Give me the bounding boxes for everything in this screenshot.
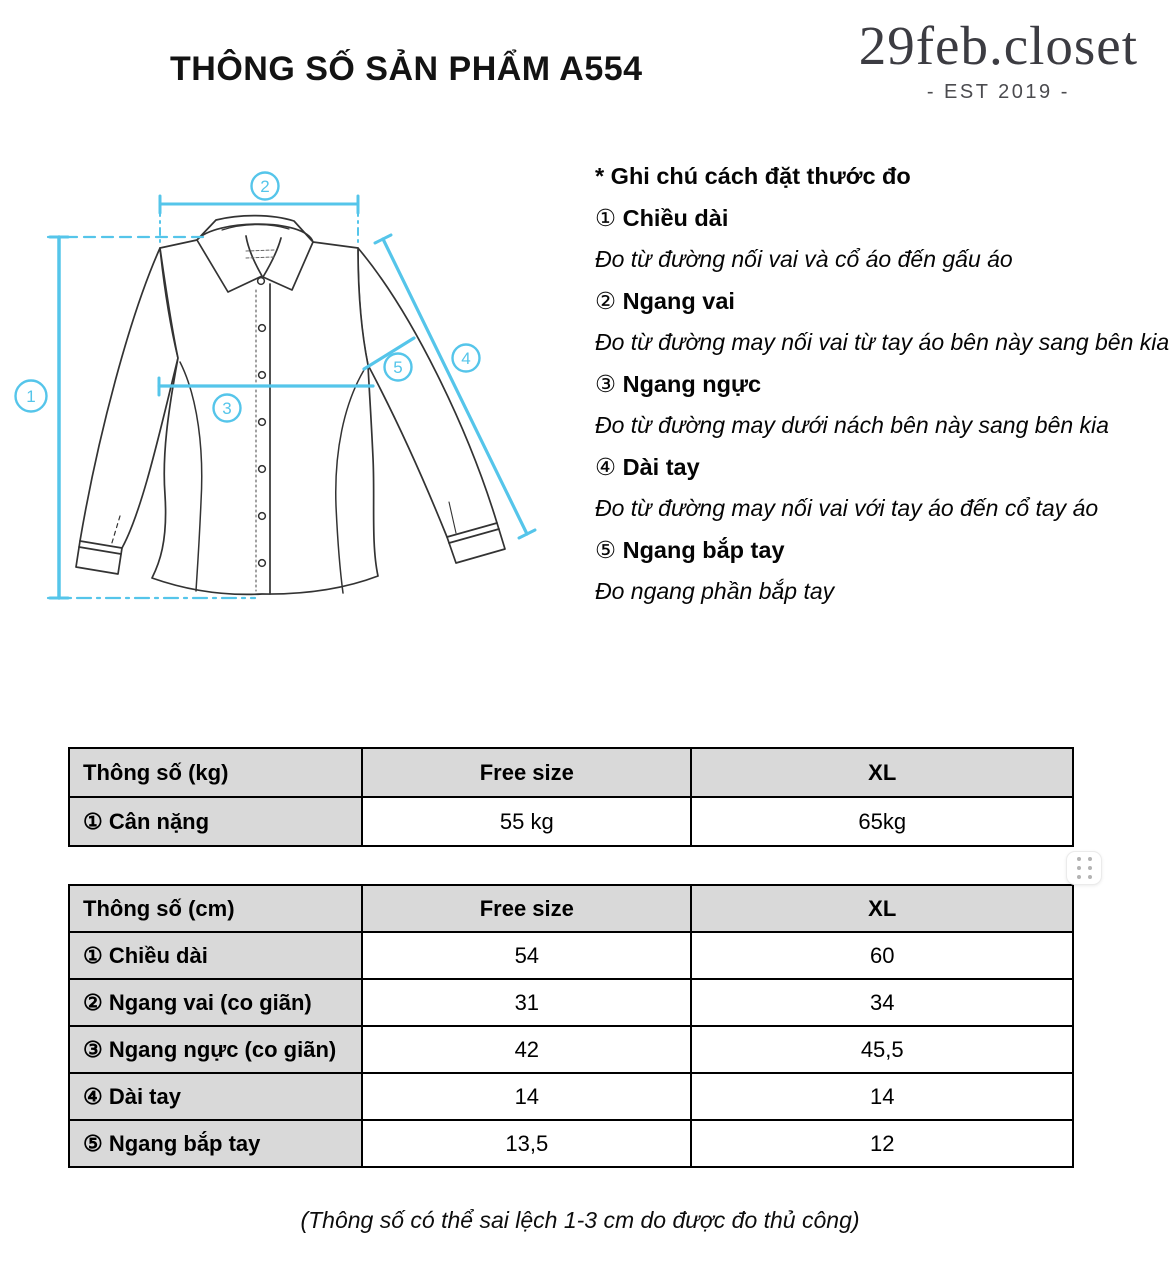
note-number: ①: [595, 204, 617, 231]
row-label: ⑤ Ngang bắp tay: [69, 1120, 362, 1167]
note-desc: Đo từ đường may nối vai từ tay áo bên này sang bên kia: [595, 329, 1170, 355]
cell-value: 55 kg: [362, 797, 691, 846]
marker-2: 2: [260, 177, 270, 196]
cell-value: 65kg: [691, 797, 1073, 846]
table-row: [69, 1073, 1073, 1120]
cell-value: 12: [691, 1120, 1073, 1167]
brand-name: 29feb.closet: [858, 15, 1138, 76]
table-row: [69, 979, 1073, 1026]
brand-logo: [859, 14, 1138, 104]
note-name: Ngang ngực: [622, 370, 762, 397]
marker-1: 1: [26, 387, 36, 406]
cell-value: 45,5: [691, 1026, 1073, 1073]
spec-table-kg: [68, 747, 1074, 847]
cell-value: 54: [362, 932, 691, 979]
note-name: Chiều dài: [622, 204, 729, 231]
note-label: [595, 530, 1172, 572]
row-label: ④ Dài tay: [69, 1073, 362, 1120]
column-header: Free size: [362, 748, 691, 797]
column-header: Thông số (kg): [69, 748, 362, 797]
note-label: [595, 447, 1172, 489]
note-name: Dài tay: [622, 453, 700, 480]
column-header: Thông số (cm): [69, 885, 362, 932]
table-row: [69, 1026, 1073, 1073]
marker-5: 5: [393, 358, 403, 377]
cell-value: 14: [362, 1073, 691, 1120]
note-label: [595, 364, 1172, 406]
note-number: ④: [595, 453, 617, 480]
table-row: [69, 1120, 1073, 1167]
cell-value: 34: [691, 979, 1073, 1026]
note-number: ②: [595, 287, 617, 314]
drag-handle-button[interactable]: [1066, 851, 1102, 885]
column-header: XL: [691, 885, 1073, 932]
notes-heading: * Ghi chú cách đặt thước đo: [595, 163, 911, 189]
marker-3: 3: [222, 399, 232, 418]
note-desc: Đo từ đường nối vai và cổ áo đến gấu áo: [595, 246, 1013, 272]
row-label: ① Cân nặng: [69, 797, 362, 846]
table-header-row: [69, 748, 1073, 797]
row-label: ② Ngang vai (co giãn): [69, 979, 362, 1026]
page-title: THÔNG SỐ SẢN PHẨM A554: [170, 50, 643, 88]
note-label: [595, 281, 1172, 323]
note-desc: Đo ngang phần bắp tay: [595, 578, 835, 604]
note-desc: Đo từ đường may dưới nách bên này sang bên kia: [595, 412, 1109, 438]
table-header-row: [69, 885, 1073, 932]
table-row: [69, 932, 1073, 979]
table-row: [69, 797, 1073, 846]
column-header: XL: [691, 748, 1073, 797]
cell-value: 60: [691, 932, 1073, 979]
cell-value: 31: [362, 979, 691, 1026]
note-name: Ngang bắp tay: [622, 536, 785, 563]
cell-value: 13,5: [362, 1120, 691, 1167]
note-label: [595, 198, 1172, 240]
row-label: ③ Ngang ngực (co giãn): [69, 1026, 362, 1073]
note-number: ③: [595, 370, 617, 397]
row-label: ① Chiều dài: [69, 932, 362, 979]
note-desc: Đo từ đường may nối vai với tay áo đến cổ tay áo: [595, 495, 1099, 521]
brand-tagline: - EST 2019 -: [926, 81, 1070, 104]
shirt-drawing: [76, 216, 505, 595]
shirt-measurement-diagram: [0, 150, 580, 650]
cell-value: 42: [362, 1026, 691, 1073]
tolerance-footnote: (Thông số có thể sai lệch 1-3 cm do được đo thủ công): [300, 1207, 860, 1233]
grid-dots-icon: [1077, 857, 1081, 861]
cell-value: 14: [691, 1073, 1073, 1120]
measurement-notes: [595, 156, 1172, 613]
spec-table-cm: [68, 884, 1074, 1168]
marker-4: 4: [461, 349, 471, 368]
note-name: Ngang vai: [622, 287, 735, 314]
note-number: ⑤: [595, 536, 617, 563]
column-header: Free size: [362, 885, 691, 932]
